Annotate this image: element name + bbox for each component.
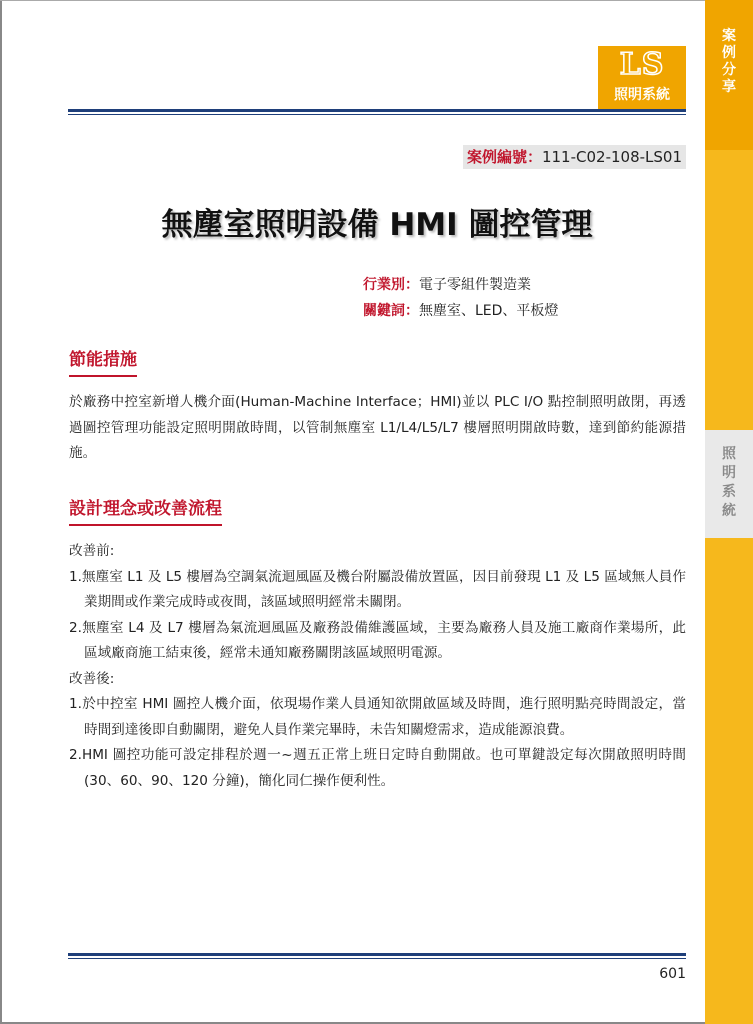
case-number-value: 111-C02-108-LS01 — [541, 148, 682, 166]
industry-label: 行業別： — [363, 277, 419, 293]
before-label: 改善前: — [69, 543, 115, 559]
industry-value: 電子零組件製造業 — [419, 277, 531, 293]
keywords-label: 關鍵詞： — [363, 303, 419, 319]
keywords-value: 無塵室、LED、平板燈 — [419, 303, 559, 319]
sidebar-tab-case-share-label: 案 例 分 享 — [722, 28, 736, 95]
left-border — [0, 0, 2, 1024]
footer-divider-thin — [68, 958, 686, 959]
before-item: 1.無塵室 L1 及 L5 樓層為空調氣流迴風區及機台附屬設備放置區，因目前發現 L1 及 L5 區域無人員作業期間或作業完成時或夜間，該區域照明經常未關閉。 — [69, 568, 686, 610]
case-number-label: 案例編號： — [466, 148, 542, 166]
logo-mark: LS — [619, 47, 665, 82]
logo-label: 照明系統 — [614, 87, 670, 103]
sidebar-tab-lighting-label: 照 明 系 統 — [722, 446, 736, 519]
after-item: 1.於中控室 HMI 圖控人機介面，依現場作業人員通知欲開啟區域及時間，進行照明點亮時間設定，當時間到達後即自動關閉，避免人員作業完畢時，未告知關燈需求，造成能源浪費。 — [69, 696, 686, 738]
after-item: 2.HMI 圖控功能可設定排程於週一~週五正常上班日定時自動開啟。也可單鍵設定每次開啟照明時間(30、60、90、120 分鐘)，簡化同仁操作便利性。 — [69, 747, 686, 789]
section-heading-energy-measures: 節能措施 — [69, 347, 137, 377]
energy-measures-paragraph: 於廠務中控室新增人機介面(Human-Machine Interface；HMI)並以 PLC I/O 點控制照明啟閉，再透過圖控管理功能設定照明開啟時間，以管制無塵室 L1/L4/L5/L7 樓層照明開啟時數，達到節約能源措施。 — [69, 394, 686, 461]
industry-row — [363, 275, 531, 295]
footer-divider — [68, 953, 686, 956]
before-item: 2.無塵室 L4 及 L7 樓層為氣流迴風區及廠務設備維護區域，主要為廠務人員及施工廠商作業場所，此區域廠商施工結束後，經常未通知廠務關閉該區域照明電源。 — [69, 619, 686, 661]
header-divider — [68, 109, 686, 112]
header-divider-thin — [68, 114, 686, 115]
page-number: 601 — [659, 966, 686, 982]
keywords-row — [363, 301, 558, 321]
case-number — [463, 145, 686, 169]
design-concept-body — [69, 539, 686, 794]
ls-logo — [598, 46, 686, 110]
section-heading-design-concept: 設計理念或改善流程 — [69, 496, 222, 526]
page-title: 無塵室照明設備 HMI 圖控管理 — [161, 207, 593, 243]
after-label: 改善後: — [69, 670, 115, 687]
top-border — [0, 0, 705, 1]
